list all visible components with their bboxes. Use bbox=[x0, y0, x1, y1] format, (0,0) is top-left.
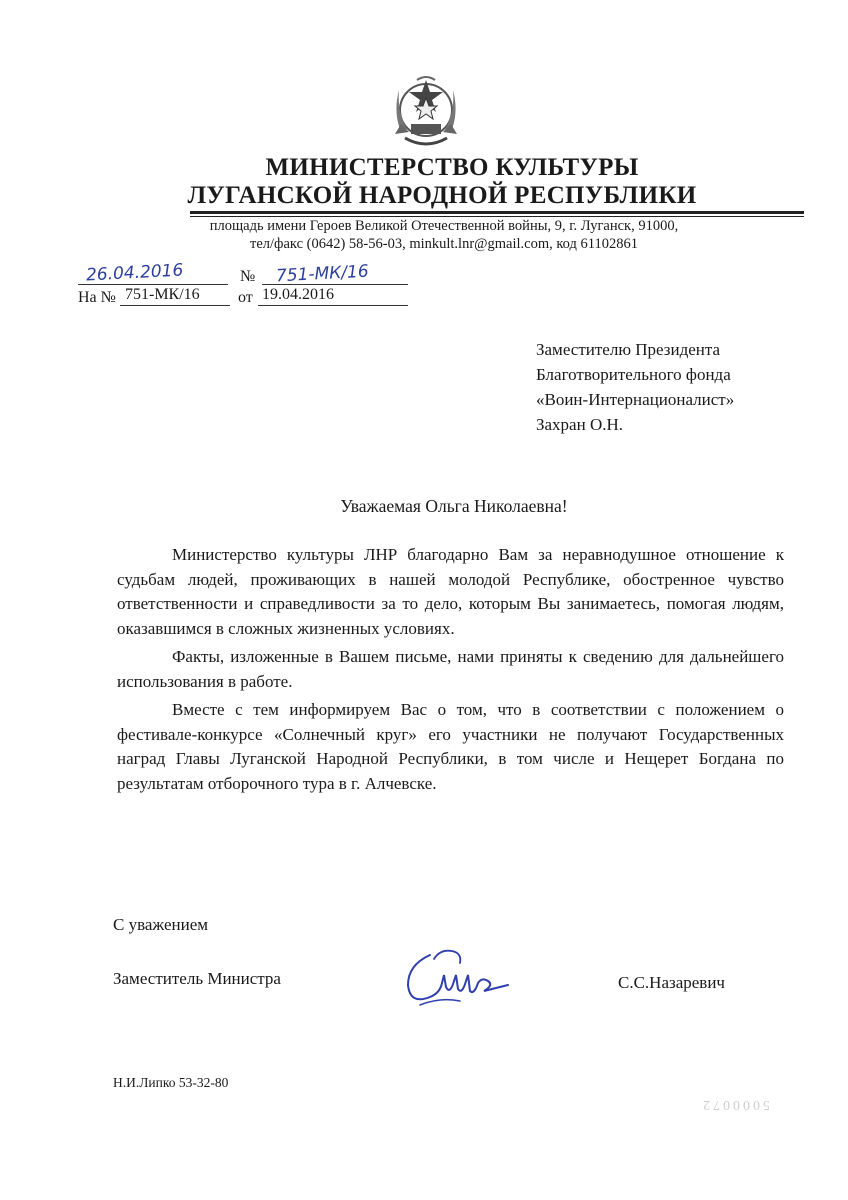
address-line2: тел/факс (0642) 58-56-03, minkult.lnr@gmail.com, код 61102861 bbox=[250, 236, 638, 252]
header-divider-thin bbox=[190, 216, 804, 217]
org-name-line1: МИНИСТЕРСТВО КУЛЬТУРЫ bbox=[265, 154, 639, 181]
address-line1: площадь имени Героев Великой Отечественной войны, 9, г. Луганск, 91000, bbox=[209, 218, 679, 234]
org-name-line2: ЛУГАНСКОЙ НАРОДНОЙ РЕСПУБЛИКИ bbox=[187, 182, 697, 209]
signer-position: Заместитель Министра bbox=[113, 969, 281, 988]
stamp-number: 5000072 bbox=[700, 1097, 770, 1112]
body-paragraph-3: Вместе с тем информируем Вас о том, что в соответствии с положением о фестивале-конкурсе «Солнечный круг» его участники не получают Государственных наград Главы Луганской Народной Республики, в том числе и Нещерет Богдана по результатам отборочного тура в г. Алчевске. bbox=[117, 700, 784, 793]
handwritten-signature bbox=[400, 935, 515, 1013]
coat-of-arms-emblem bbox=[387, 72, 465, 152]
salutation: Уважаемая Ольга Николаевна! bbox=[340, 496, 568, 516]
header-divider bbox=[190, 211, 804, 214]
addressee-line1: Заместителю Президента bbox=[536, 340, 721, 359]
closing-regards: С уважением bbox=[113, 915, 209, 934]
outgoing-number-underline bbox=[262, 284, 408, 285]
outgoing-date-underline bbox=[78, 284, 228, 285]
letter-body bbox=[117, 543, 784, 796]
addressee-line4: Захран О.Н. bbox=[536, 415, 624, 434]
reference-number-underline bbox=[120, 305, 230, 306]
outgoing-number: 751-МК/16 bbox=[275, 261, 370, 287]
body-paragraph-2: Факты, изложенные в Вашем письме, нами приняты к сведению для дальнейшего использования в работе. bbox=[117, 647, 784, 691]
executor-contact: Н.И.Липко 53-32-80 bbox=[113, 1075, 229, 1090]
outgoing-number-label: № bbox=[240, 268, 256, 285]
addressee-block bbox=[536, 337, 734, 437]
signer-name: С.С.Назаревич bbox=[618, 973, 725, 992]
reference-date-label: от bbox=[238, 289, 253, 306]
reference-number-label: На № bbox=[78, 289, 116, 306]
reference-date-underline bbox=[258, 305, 408, 306]
outgoing-date: 26.04.2016 bbox=[85, 260, 184, 286]
addressee-line3: «Воин-Интернационалист» bbox=[536, 390, 735, 409]
reference-date: 19.04.2016 bbox=[262, 286, 334, 303]
addressee-line2: Благотворительного фонда bbox=[536, 365, 731, 384]
reference-number: 751-МК/16 bbox=[125, 286, 200, 303]
body-paragraph-1: Министерство культуры ЛНР благодарно Вам за неравнодушное отношение к судьбам людей, проживающих в нашей молодой Республике, обостренное чувство ответственности и справедливости за то дело, которым Вы занимаетесь, помогая людям, оказавшимся в сложных жизненных условиях. bbox=[117, 545, 784, 638]
